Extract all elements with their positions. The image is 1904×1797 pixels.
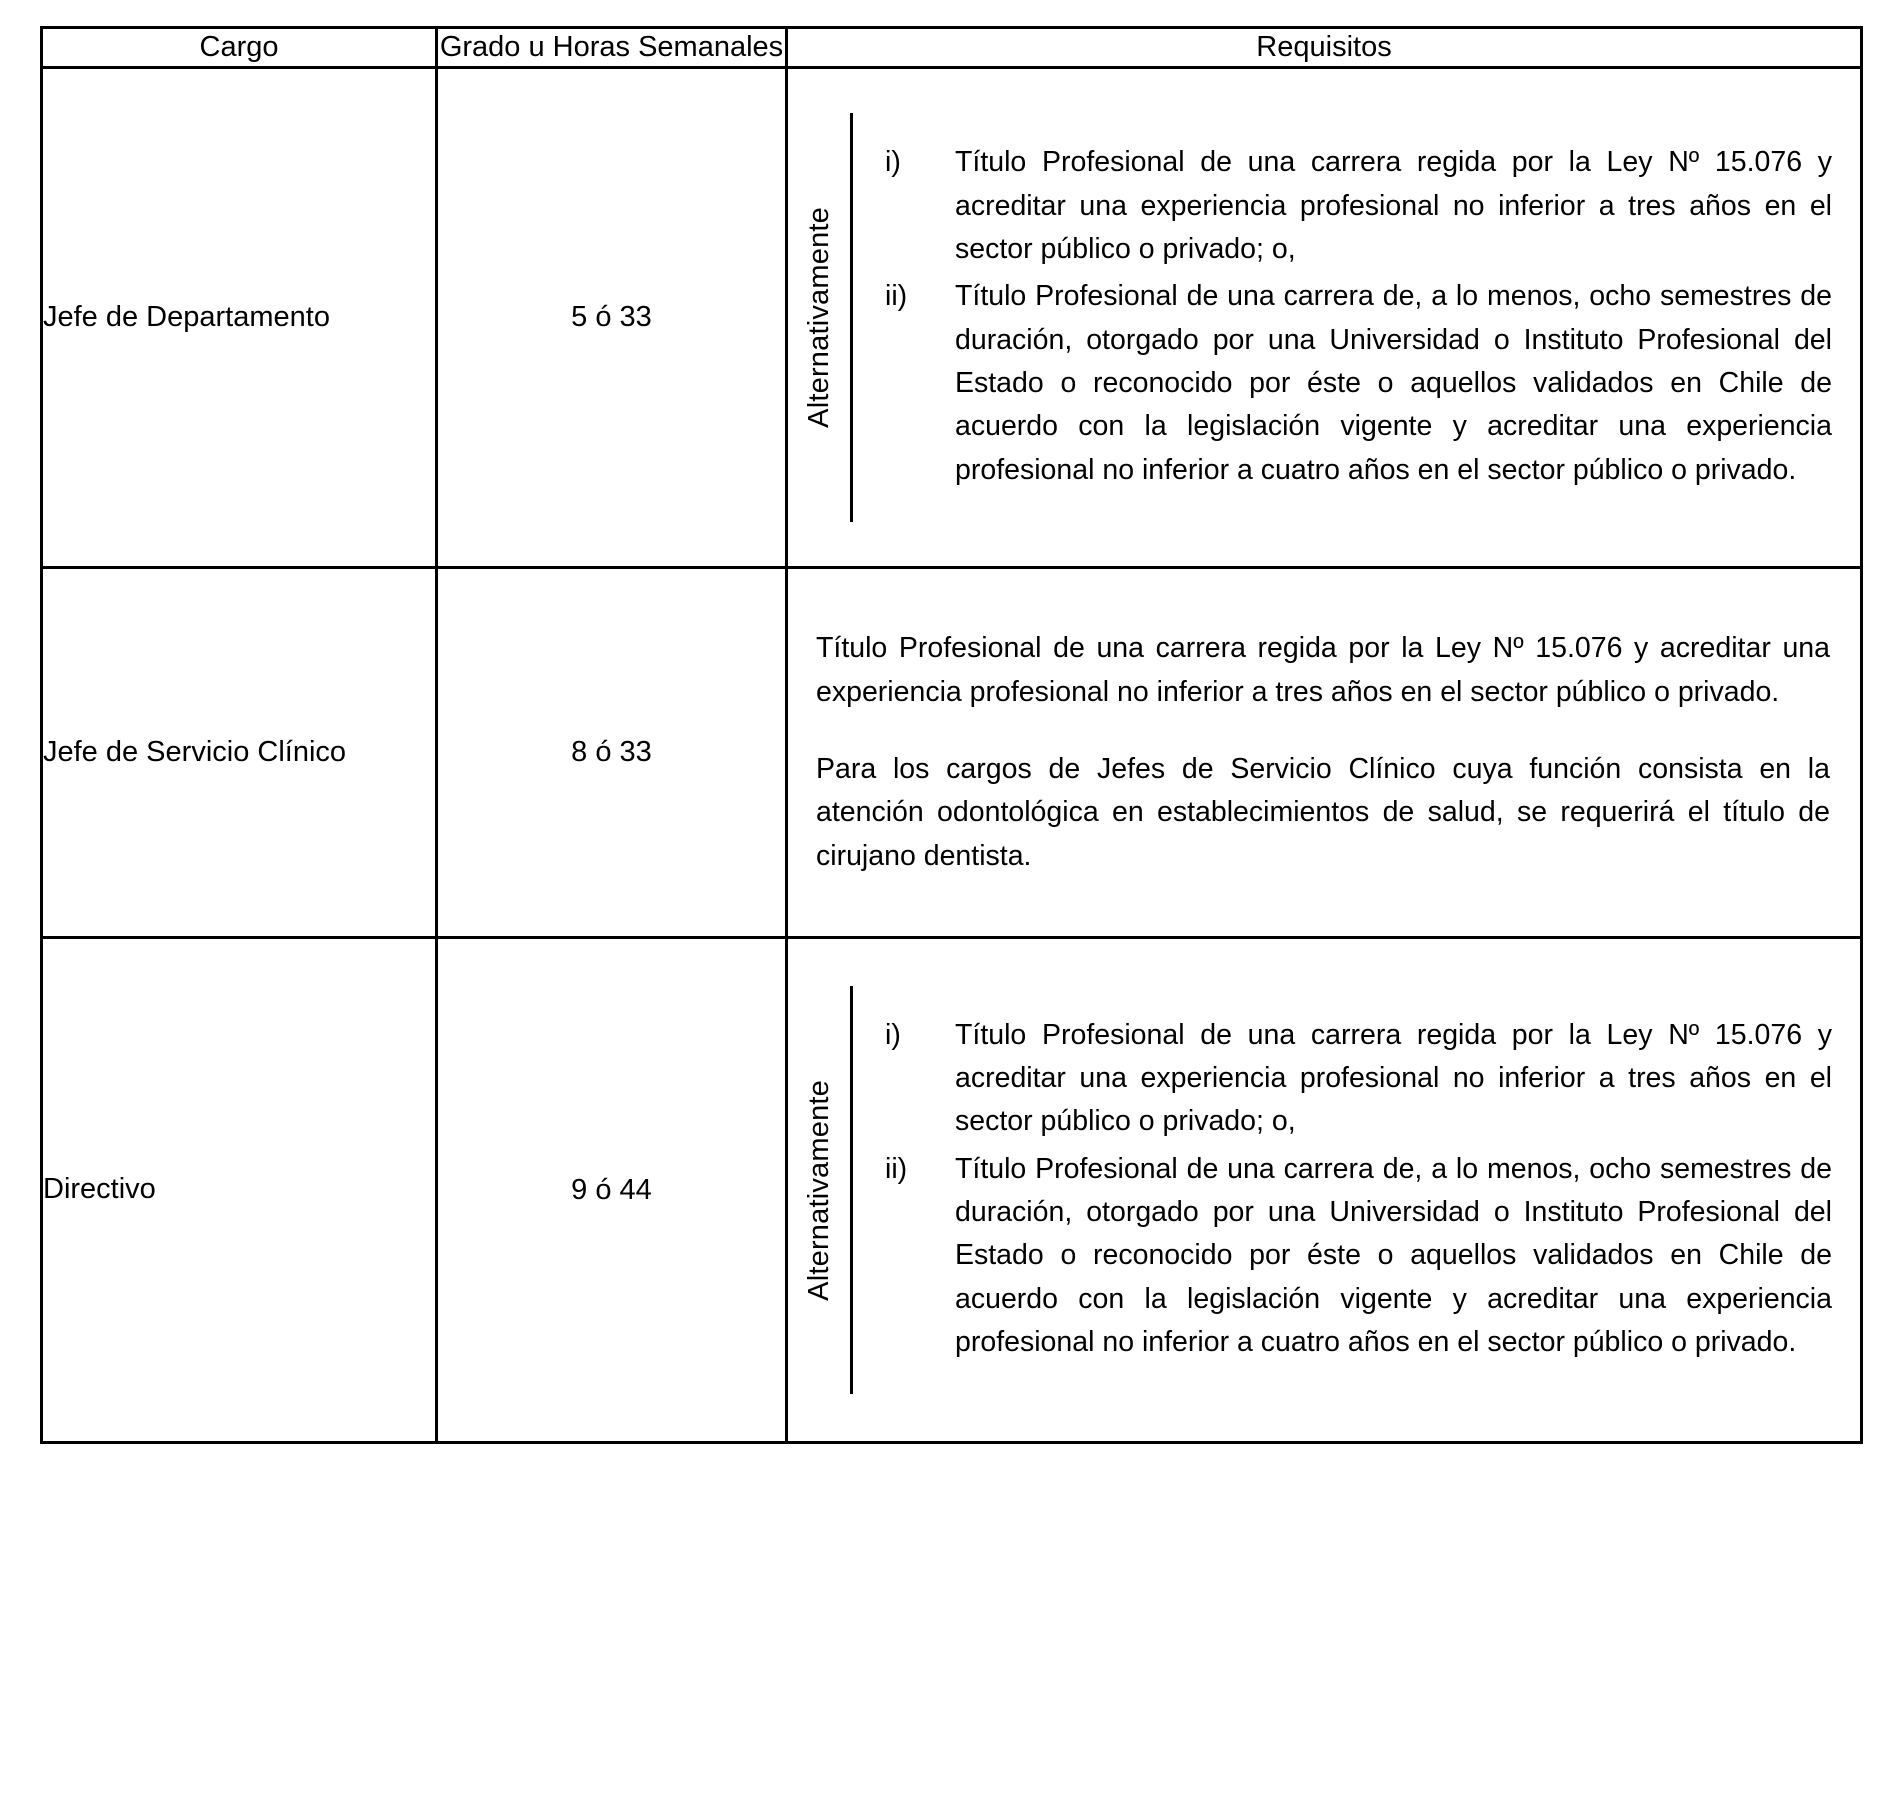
list-marker: i): [885, 1018, 901, 1051]
list-item-text: Título Profesional de una carrera regida por la Ley Nº 15.076 y acreditar una experiencia profesional no inferior a tres años en el sector público o privado; o,: [955, 146, 1832, 265]
cell-grado: 8 ó 33: [437, 568, 787, 938]
cell-requisitos: [787, 938, 1862, 1443]
cell-cargo: Directivo: [42, 938, 437, 1443]
list-marker: ii): [885, 280, 908, 313]
list-item-text: Título Profesional de una carrera regida por la Ley Nº 15.076 y acreditar una experiencia profesional no inferior a tres años en el sector público o privado; o,: [955, 1018, 1832, 1138]
list-item: [879, 275, 1832, 492]
column-header-grado: Grado u Horas Semanales: [437, 28, 787, 68]
list-marker: i): [885, 146, 901, 179]
requisitos-body: [788, 601, 1860, 904]
requisitos-body: [853, 113, 1860, 522]
table-row: [42, 938, 1862, 1443]
table-row: [42, 68, 1862, 568]
list-marker: ii): [885, 1152, 908, 1185]
list-item: [879, 1014, 1832, 1144]
requisitos-paragraph: Para los cargos de Jefes de Servicio Clínico cuya función consista en la atención odontológica en establecimientos de salud, se requerirá el título de cirujano dentista.: [816, 752, 1830, 872]
alternativamente-label: Alternativamente: [802, 1079, 835, 1301]
column-header-requisitos: Requisitos: [787, 28, 1862, 68]
table-header-row: [42, 28, 1862, 68]
column-header-cargo: Cargo: [42, 28, 437, 68]
cell-cargo: Jefe de Departamento: [42, 68, 437, 568]
list-item-text: Título Profesional de una carrera de, a lo menos, ocho semestres de duración, otorgado por una Universidad o Instituto Profesional del Estado o reconocido por éste o aquellos validados en Chile de acuerdo con la legislación vigente y acreditar una experiencia profesional no inferior a cuatro años en el sector público o privado.: [955, 280, 1832, 486]
requisitos-list: [879, 1014, 1832, 1365]
alternativamente-label-cell: [788, 986, 853, 1395]
cell-requisitos: [787, 68, 1862, 568]
requisitos-list: [879, 141, 1832, 492]
requisitos-paragraph: Título Profesional de una carrera regida por la Ley Nº 15.076 y acreditar una experiencia profesional no inferior a tres años en el sector público o privado.: [816, 632, 1830, 708]
requisitos-body: [853, 986, 1860, 1395]
alternativamente-label: Alternativamente: [802, 207, 835, 429]
cell-grado: 9 ó 44: [437, 938, 787, 1443]
list-item: [879, 1148, 1832, 1365]
cell-grado: 5 ó 33: [437, 68, 787, 568]
list-item-text: Título Profesional de una carrera de, a lo menos, ocho semestres de duración, otorgado por una Universidad o Instituto Profesional del Estado o reconocido por éste o aquellos validados en Chile de acuerdo con la legislación vigente y acreditar una experiencia profesional no inferior a cuatro años en el sector público o privado.: [955, 1152, 1832, 1359]
list-item: [879, 141, 1832, 271]
alternativamente-label-cell: [788, 113, 853, 522]
cell-cargo: Jefe de Servicio Clínico: [42, 568, 437, 938]
cell-requisitos: [787, 568, 1862, 938]
table-row: [42, 568, 1862, 938]
requirements-table: [40, 26, 1863, 1444]
